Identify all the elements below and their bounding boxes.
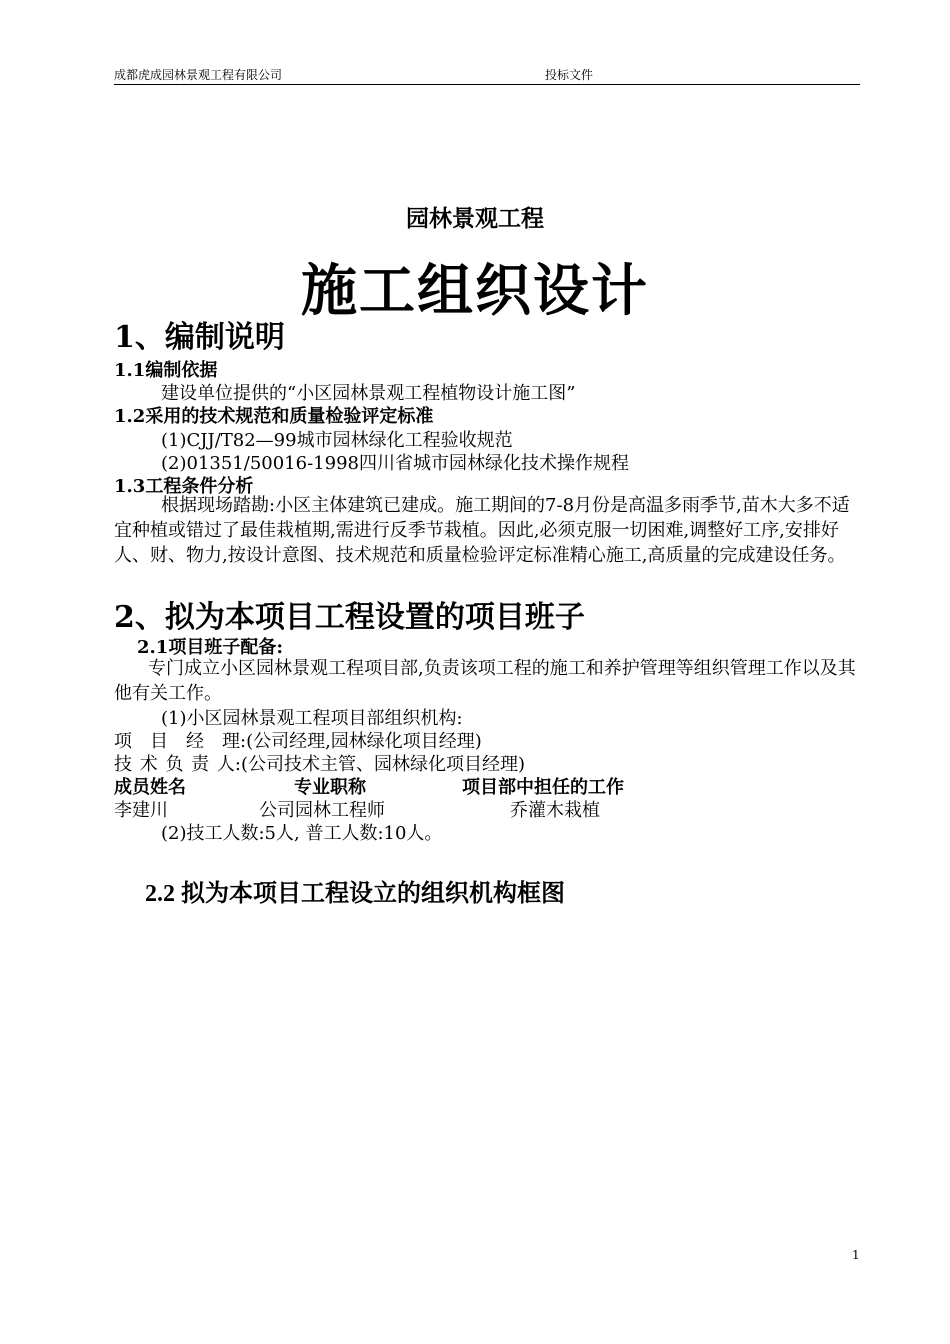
- document-subtitle: 园林景观工程: [406, 205, 544, 232]
- table-cell-name: 李建川: [114, 800, 168, 821]
- tech-lead-line: 技 术 负 责 人:(公司技术主管、园林绿化项目经理): [114, 754, 525, 775]
- section-1-3-text: 根据现场踏勘:小区主体建筑已建成。施工期间的7-8月份是高温多雨季节,苗木大多不适宜种植或错过了最佳栽植期,需进行反季节栽植。因此,必须克服一切困难,调整好工序,安排好人、财、物力,按设计意图、技术规范和质量检验评定标准精心施工,高质量的完成建设任务。: [114, 495, 850, 566]
- section-1-1-text: 建设单位提供的“小区园林景观工程植物设计施工图”: [161, 383, 576, 404]
- table-header-title: 专业职称: [294, 777, 366, 798]
- section-1-2-heading: 1.2采用的技术规范和质量检验评定标准: [114, 406, 434, 427]
- page-number: 1: [852, 1248, 860, 1262]
- table-cell-role: 乔灌木栽植: [510, 800, 600, 821]
- section-2-1-heading: 2.1项目班子配备:: [137, 637, 283, 658]
- section-1-1-heading: 1.1编制依据: [114, 360, 218, 381]
- section-2-heading: 2、拟为本项目工程设置的项目班子: [114, 600, 585, 635]
- document-title: 施工组织设计: [301, 258, 649, 324]
- standard-item: (2)01351/50016-1998四川省城市园林绿化技术操作规程: [161, 453, 629, 474]
- header-company: 成都虎成园林景观工程有限公司: [114, 68, 283, 82]
- header-doc-type: 投标文件: [545, 68, 594, 82]
- section-2-2-heading: 2.2 拟为本项目工程设立的组织机构框图: [145, 881, 565, 907]
- project-manager-line: 项 目 经 理:(公司经理,园林绿化项目经理): [114, 731, 482, 752]
- worker-count-line: (2)技工人数:5人, 普工人数:10人。: [161, 823, 443, 844]
- table-cell-title: 公司园林工程师: [259, 800, 385, 821]
- header-rule: [114, 84, 860, 85]
- section-2-1-text: 专门成立小区园林景观工程项目部,负责该项工程的施工和养护管理等组织管理工作以及其他有关工作。: [114, 658, 856, 704]
- org-structure-title: (1)小区园林景观工程项目部组织机构:: [161, 708, 463, 729]
- section-1-heading: 1、编制说明: [114, 320, 285, 355]
- section-1-3-heading: 1.3工程条件分析: [114, 476, 254, 497]
- table-header-name: 成员姓名: [114, 777, 186, 798]
- table-header-role: 项目部中担任的工作: [462, 777, 624, 798]
- standard-item: (1)CJJ/T82—99城市园林绿化工程验收规范: [161, 430, 513, 451]
